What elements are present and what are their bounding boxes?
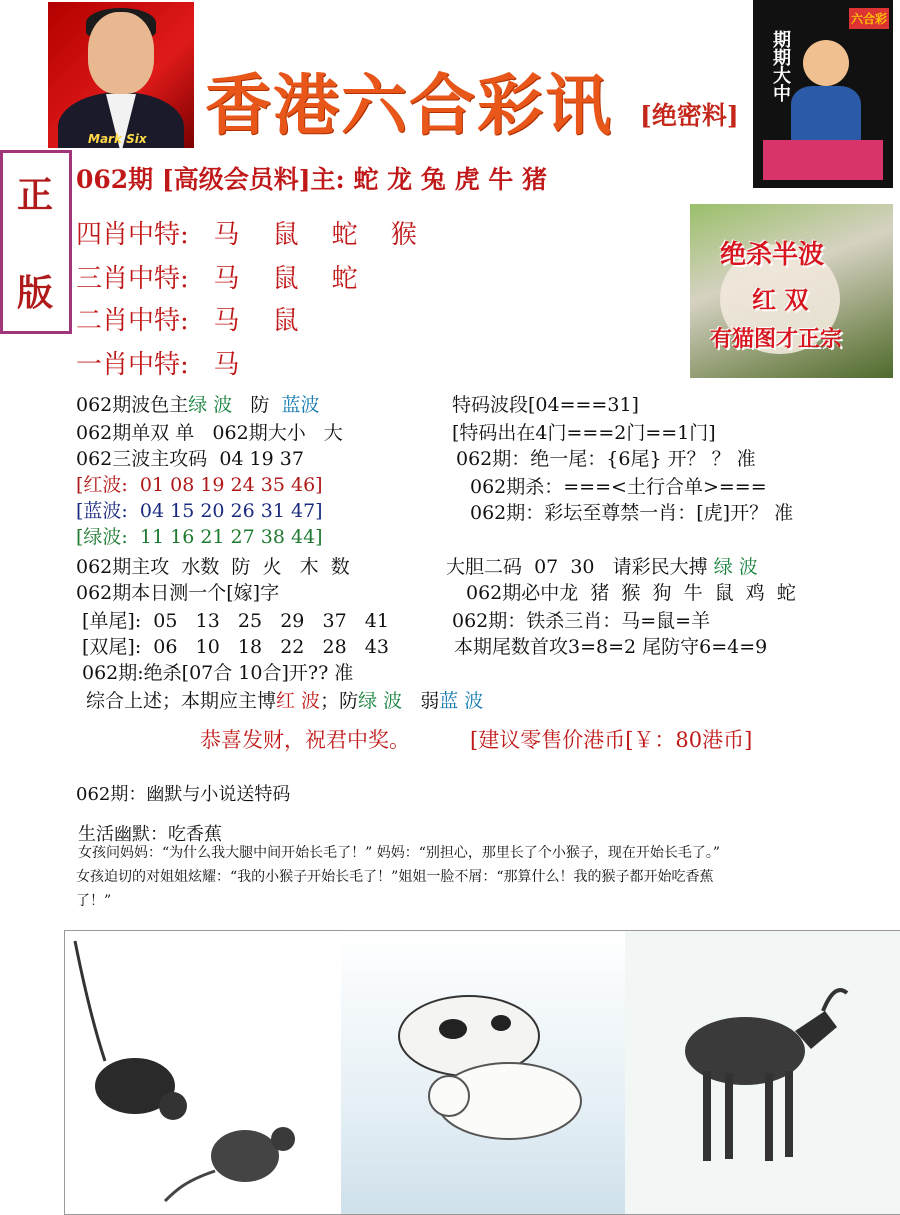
tail-line: 062期：绝一尾：{6尾} 开？ ？ 准 (456, 448, 756, 470)
page-subtitle: [绝密料] (640, 101, 739, 130)
green-wave-line: [绿波: 11 16 21 27 38 44] (76, 526, 323, 548)
kill-line: 062期:绝杀[07合 10合]开?? 准 (82, 662, 354, 684)
member-line: 062期 [高级会员料]主: 蛇 龙 兔 虎 牛 猪 (76, 165, 547, 194)
blue-wave-line: [蓝波: 04 15 20 26 31 47] (76, 500, 323, 522)
humor-heading: 062期：幽默与小说送特码 (76, 784, 291, 805)
humor-line-3: 了！” (76, 893, 112, 909)
portrait-brand: Mark Six (88, 132, 147, 146)
cartoon-text-right: 六合彩 (849, 8, 889, 29)
kill5-line: 062期杀：===<土行合单>=== (470, 476, 767, 498)
animal-painting-image (64, 930, 900, 1215)
three-wave-line: 062三波主攻码 04 19 37 (76, 448, 304, 470)
tm-range-line: 特码波段[04===31] (452, 394, 639, 416)
forbid-line: 062期：彩坛至尊禁一肖：[虎]开？ 准 (470, 502, 794, 524)
portrait-image (48, 2, 194, 148)
cartoon-image (753, 0, 893, 188)
cat-image (690, 204, 893, 378)
zheng-ban-badge (0, 150, 72, 334)
odd-even-line: 062期单双 单 062期大小 大 (76, 422, 343, 444)
three-zodiac: 三肖中特: 马 鼠 蛇 (76, 264, 358, 294)
humor-line-2: 女孩迫切的对姐姐炫耀：“我的小猴子开始长毛了！”姐姐一脸不屑：“那算什么！我的猴子都开始吃香蕉 (76, 869, 714, 885)
red-wave-line: [红波: 01 08 19 24 35 46] (76, 474, 323, 496)
single-tail-line: [单尾]: 05 13 25 29 37 41 (82, 610, 389, 632)
two-zodiac: 二肖中特: 马 鼠 (76, 306, 299, 336)
tm-door-line: [特码出在4门===2门==1门] (452, 422, 716, 444)
rat-painting (65, 931, 341, 1214)
zheng-char: 正 (17, 174, 54, 216)
daily-char-line: 062期本日测一个[嫁]字 (76, 582, 280, 604)
goat-painting (625, 931, 900, 1214)
congrats-text: 恭喜发财，祝君中奖。 (200, 728, 410, 752)
one-zodiac: 一肖中特: 马 (76, 350, 240, 380)
iron-line: 062期：铁杀三肖：马=鼠=羊 (452, 610, 711, 632)
cat-text-3: 有猫图才正宗 (710, 326, 843, 352)
cartoon-text-left: 期期大中 (770, 30, 791, 102)
four-zodiac: 四肖中特: 马 鼠 蛇 猴 (76, 220, 417, 250)
price-text: [建议零售价港币[￥：80港币] (470, 728, 753, 752)
summary-line: 综合上述；本期应主博红 波；防绿 波 弱蓝 波 (86, 690, 484, 712)
humor-title: 生活幽默：吃香蕉 (78, 824, 222, 845)
cat-text-2: 红 双 (752, 285, 809, 314)
ban-char: 版 (17, 272, 54, 314)
cat-text-1: 绝杀半波 (720, 240, 825, 270)
humor-line-1: 女孩问妈妈：“为什么我大腿中间开始长毛了！” 妈妈：“别担心，那里长了个小猴子，现在开始长毛了。” (78, 845, 721, 861)
must-line: 062期必中龙 猪 猴 狗 牛 鼠 鸡 蛇 (466, 582, 796, 604)
pig-painting (341, 931, 625, 1214)
tails-attack-line: 本期尾数首攻3=8=2 尾防守6=4=9 (454, 636, 768, 658)
bold2-line: 大胆二码 07 30 请彩民大搏 绿 波 (446, 556, 758, 578)
main-attack-line: 062期主攻 水数 防 火 木 数 (76, 556, 350, 578)
double-tail-line: [双尾]: 06 10 18 22 28 43 (82, 636, 389, 658)
page-title: 香港六合彩讯 (205, 67, 613, 144)
wave-line: 062期波色主绿 波 防 蓝波 (76, 394, 320, 416)
